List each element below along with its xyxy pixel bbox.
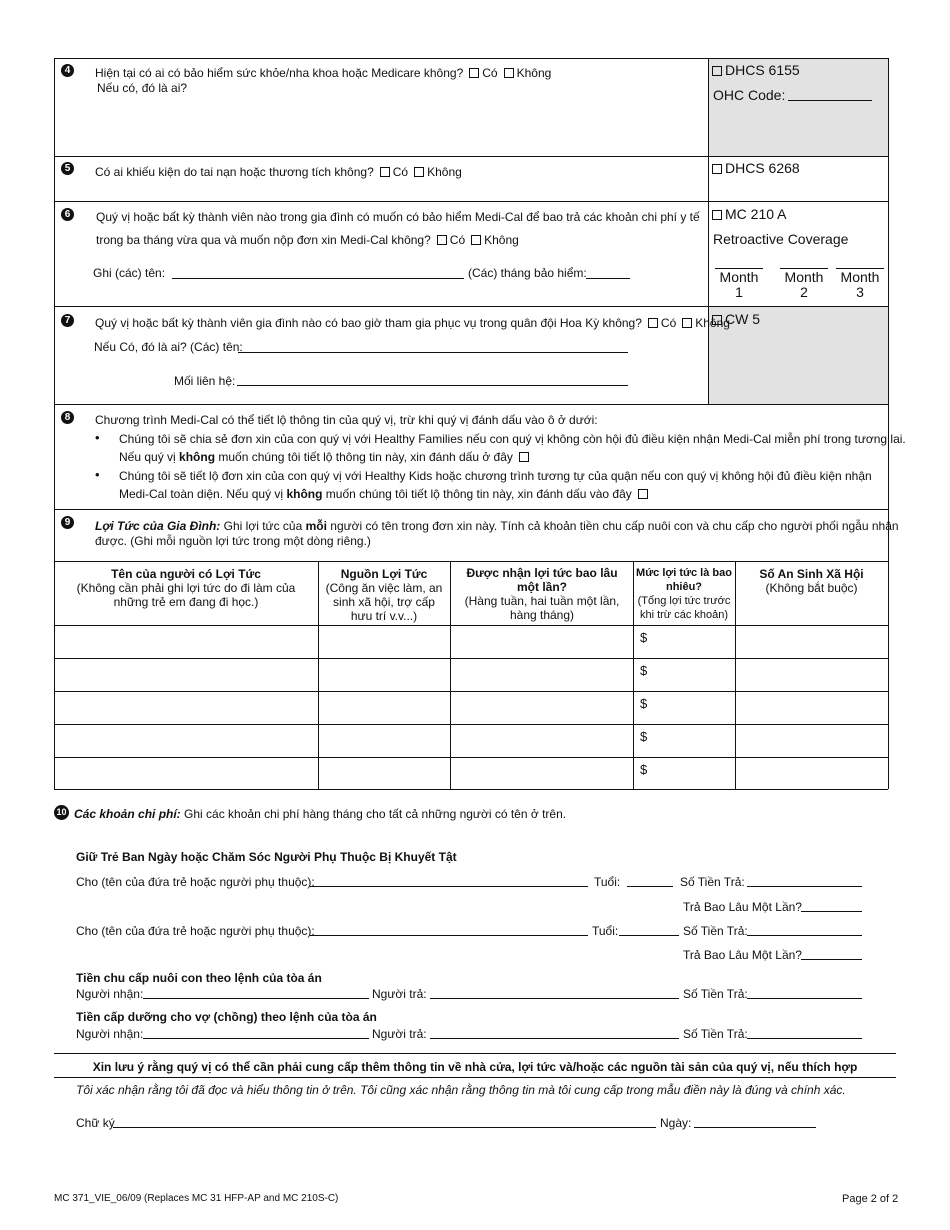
income-header-name: Tên của người có Lợi Tức (Không cần phải ghi lợi tức do đi làm của những trẻ em đang đi học.) xyxy=(76,567,296,609)
retroactive-coverage-label: Retroactive Coverage xyxy=(713,231,849,247)
ohc-code-label: OHC Code: xyxy=(713,87,786,103)
child-support-payer-field[interactable] xyxy=(430,998,679,999)
q7-names-label: Nếu Có, đó là ai? (Các) tên: xyxy=(94,340,243,354)
q4-no-checkbox[interactable] xyxy=(504,68,514,78)
notice-text: Xin lưu ý rằng quý vị có thể cần phải cung cấp thêm thông tin về nhà cửa, lợi tức và/hoặc các nguồn tài sản của quý vị, nếu thích hợp xyxy=(92,1060,858,1074)
amount-label: Số Tiền Trả: xyxy=(683,1027,748,1041)
dhcs-6155-option[interactable]: DHCS 6155 xyxy=(712,62,800,79)
table-border xyxy=(888,58,889,789)
table-border xyxy=(54,306,888,307)
q6-question-line2: trong ba tháng vừa qua và muốn nộp đơn xin Medi-Cal không? Có Không xyxy=(96,233,519,247)
spousal-amount-field[interactable] xyxy=(747,1038,862,1039)
month-1-field[interactable]: Month 1 xyxy=(713,268,765,300)
amount-field-1[interactable] xyxy=(747,886,862,887)
q5-no-checkbox[interactable] xyxy=(414,167,424,177)
amount-field-2[interactable] xyxy=(747,935,862,936)
q7-no-checkbox[interactable] xyxy=(682,318,692,328)
question-number: 5 xyxy=(61,162,74,175)
table-row[interactable] xyxy=(55,626,888,658)
q7-names-field[interactable] xyxy=(238,352,628,353)
question-number: 6 xyxy=(61,208,74,221)
q6-names-label: Ghi (các) tên: xyxy=(93,266,166,280)
dollar-sign: $ xyxy=(640,630,648,645)
income-header-ssn: Số An Sinh Xã Hội (Không bắt buộc) xyxy=(759,567,864,595)
childcare-name-field-1[interactable] xyxy=(310,886,588,887)
q10-instructions: Các khoản chi phí: Ghi các khoản chi phí hàng tháng cho tất cả những người có tên ở trên. xyxy=(74,807,567,821)
recipient-label: Người nhận: xyxy=(76,987,144,1001)
table-border xyxy=(54,561,888,562)
date-label: Ngày: xyxy=(660,1116,692,1130)
table-border xyxy=(54,509,888,510)
q7-question: Quý vị hoặc bất kỳ thành viên gia đình nào có bao giờ tham gia phục vụ trong quân đội Hoa Kỳ không? Có Không xyxy=(95,316,730,330)
income-header-amount: Mức lợi tức là bao nhiêu? (Tổng lợi tức trước khi trừ các khoản) xyxy=(636,567,732,621)
child-support-heading: Tiền chu cấp nuôi con theo lệnh của tòa án xyxy=(76,971,322,985)
childcare-for-label: Cho (tên của đứa trẻ hoặc người phụ thuộc): xyxy=(76,875,315,889)
q7-relation-label: Mối liên hệ: xyxy=(174,374,236,388)
q6-question-line1: Quý vị hoặc bất kỳ thành viên nào trong gia đình có muốn có bảo hiểm Medi-Cal để bao trả các khoản chi phí y tế xyxy=(96,210,700,224)
how-often-field-1[interactable] xyxy=(801,911,862,912)
question-number: 7 xyxy=(61,314,74,327)
q8-healthy-kids-checkbox[interactable] xyxy=(638,489,648,499)
dollar-sign: $ xyxy=(640,762,648,777)
payer-label: Người trả: xyxy=(372,987,427,1001)
dhcs-6268-option[interactable]: DHCS 6268 xyxy=(712,160,800,177)
q6-names-field[interactable] xyxy=(172,278,464,279)
age-field-1[interactable] xyxy=(627,886,673,887)
mc-210a-option[interactable]: MC 210 A xyxy=(712,206,786,223)
question-number: 8 xyxy=(61,411,74,424)
signature-field[interactable] xyxy=(113,1127,656,1128)
q4-follow-up: Nếu có, đó là ai? xyxy=(97,81,188,95)
amount-label: Số Tiền Trả: xyxy=(683,987,748,1001)
cw5-checkbox[interactable] xyxy=(712,315,722,325)
divider xyxy=(54,1077,896,1078)
month-3-field[interactable]: Month 3 xyxy=(834,268,886,300)
q8-bullet2-line2: Medi-Cal toàn diện. Nếu quý vị không muốn chúng tôi tiết lộ thông tin này, xin đánh dấu vào đây xyxy=(119,487,651,501)
table-row[interactable] xyxy=(55,725,888,757)
dhcs-6268-checkbox[interactable] xyxy=(712,164,722,174)
q7-relation-field[interactable] xyxy=(237,385,628,386)
dollar-sign: $ xyxy=(640,729,648,744)
spousal-support-heading: Tiền cấp dưỡng cho vợ (chồng) theo lệnh của tòa án xyxy=(76,1010,377,1024)
child-support-amount-field[interactable] xyxy=(747,998,862,999)
page-number: Page 2 of 2 xyxy=(842,1193,899,1205)
income-header-source: Nguồn Lợi Tức (Công ăn việc làm, an sinh xã hội, trợ cấp hưu trí v.v...) xyxy=(325,567,443,623)
q8-bullet1-line1: Chúng tôi sẽ chia sẻ đơn xin của con quý vị với Healthy Families nếu con quý vị không còn hội đủ điều kiện nhận Medi-Cal miễn phí trong tương lai. xyxy=(119,432,906,446)
q8-bullet2-line1: Chúng tôi sẽ tiết lộ đơn xin của con quý vị với Healthy Kids hoặc chương trình tương tự của quận nếu con quý vị không hội đủ điều kiện nhận xyxy=(119,469,872,483)
q6-yes-checkbox[interactable] xyxy=(437,235,447,245)
cw5-option[interactable]: CW 5 xyxy=(712,311,760,328)
income-header-frequency: Được nhận lợi tức bao lâu một lần? (Hàng tuần, hai tuần một lần, hàng tháng) xyxy=(464,566,620,622)
q7-yes-checkbox[interactable] xyxy=(648,318,658,328)
bullet: • xyxy=(95,430,100,445)
month-2-field[interactable]: Month 2 xyxy=(778,268,830,300)
amount-label: Số Tiền Trả: xyxy=(680,875,745,889)
table-row[interactable] xyxy=(55,758,888,789)
child-support-recipient-field[interactable] xyxy=(143,998,369,999)
table-row[interactable] xyxy=(55,659,888,691)
q4-question: Hiện tại có ai có bảo hiểm sức khỏe/nha khoa hoặc Medicare không? Có Không xyxy=(95,66,552,80)
signature-label: Chữ ký xyxy=(76,1116,115,1130)
age-field-2[interactable] xyxy=(619,935,679,936)
q9-instructions-line1: Lợi Tức của Gia Đình: Ghi lợi tức của mỗi người có tên trong đơn xin này. Tính cả khoản tiền chu cấp nuôi con và chu cấp cho người phối ngẫu nhận xyxy=(95,519,899,533)
ohc-code-field[interactable] xyxy=(788,100,872,101)
table-border xyxy=(54,58,888,59)
table-row[interactable] xyxy=(55,692,888,724)
mc-210a-checkbox[interactable] xyxy=(712,210,722,220)
amount-label: Số Tiền Trả: xyxy=(683,924,748,938)
q5-question: Có ai khiếu kiện do tai nạn hoặc thương tích không? Có Không xyxy=(95,165,462,179)
spousal-payer-field[interactable] xyxy=(430,1038,679,1039)
payer-label: Người trả: xyxy=(372,1027,427,1041)
q8-bullet1-line2: Nếu quý vị không muốn chúng tôi tiết lộ thông tin này, xin đánh dấu ở đây xyxy=(119,450,532,464)
bullet: • xyxy=(95,467,100,482)
childcare-for-label: Cho (tên của đứa trẻ hoặc người phụ thuộc): xyxy=(76,924,315,938)
spousal-recipient-field[interactable] xyxy=(143,1038,369,1039)
table-border xyxy=(54,201,888,202)
table-border xyxy=(54,156,888,157)
dhcs-6155-checkbox[interactable] xyxy=(712,66,722,76)
form-id-footer: MC 371_VIE_06/09 (Replaces MC 31 HFP-AP and MC 210S-C) xyxy=(54,1193,339,1204)
question-number: 10 xyxy=(54,805,69,820)
age-label: Tuổi: xyxy=(594,875,621,889)
q5-yes-checkbox[interactable] xyxy=(380,167,390,177)
question-number: 9 xyxy=(61,516,74,529)
recipient-label: Người nhận: xyxy=(76,1027,144,1041)
how-often-label: Trả Bao Lâu Một Lần? xyxy=(683,900,802,914)
q6-months-label: (Các) tháng bảo hiểm: xyxy=(468,266,587,280)
divider xyxy=(54,1053,896,1054)
attestation-text: Tôi xác nhận rằng tôi đã đọc và hiểu thông tin ở trên. Tôi cũng xác nhận rằng thông tin mà tôi cung cấp trong mẫu điền này là đúng và chính xác. xyxy=(76,1083,846,1097)
table-border xyxy=(54,789,888,790)
q6-months-field[interactable] xyxy=(586,278,630,279)
dollar-sign: $ xyxy=(640,696,648,711)
q4-yes-checkbox[interactable] xyxy=(469,68,479,78)
q9-instructions-line2: được. (Ghi mỗi nguồn lợi tức trong một dòng riêng.) xyxy=(95,534,371,548)
dollar-sign: $ xyxy=(640,663,648,678)
how-often-field-2[interactable] xyxy=(801,959,862,960)
childcare-name-field-2[interactable] xyxy=(310,935,588,936)
age-label: Tuổi: xyxy=(592,924,619,938)
q6-no-checkbox[interactable] xyxy=(471,235,481,245)
how-often-label: Trả Bao Lâu Một Lần? xyxy=(683,948,802,962)
table-border xyxy=(54,404,888,405)
table-border xyxy=(708,58,709,404)
question-number: 4 xyxy=(61,64,74,77)
q8-intro: Chương trình Medi-Cal có thể tiết lộ thông tin của quý vị, trừ khi quý vị đánh dấu vào ô ở dưới: xyxy=(95,413,598,427)
date-field[interactable] xyxy=(694,1127,816,1128)
q8-healthy-families-checkbox[interactable] xyxy=(519,452,529,462)
childcare-heading: Giữ Trẻ Ban Ngày hoặc Chăm Sóc Người Phụ Thuộc Bị Khuyết Tật xyxy=(76,850,457,864)
